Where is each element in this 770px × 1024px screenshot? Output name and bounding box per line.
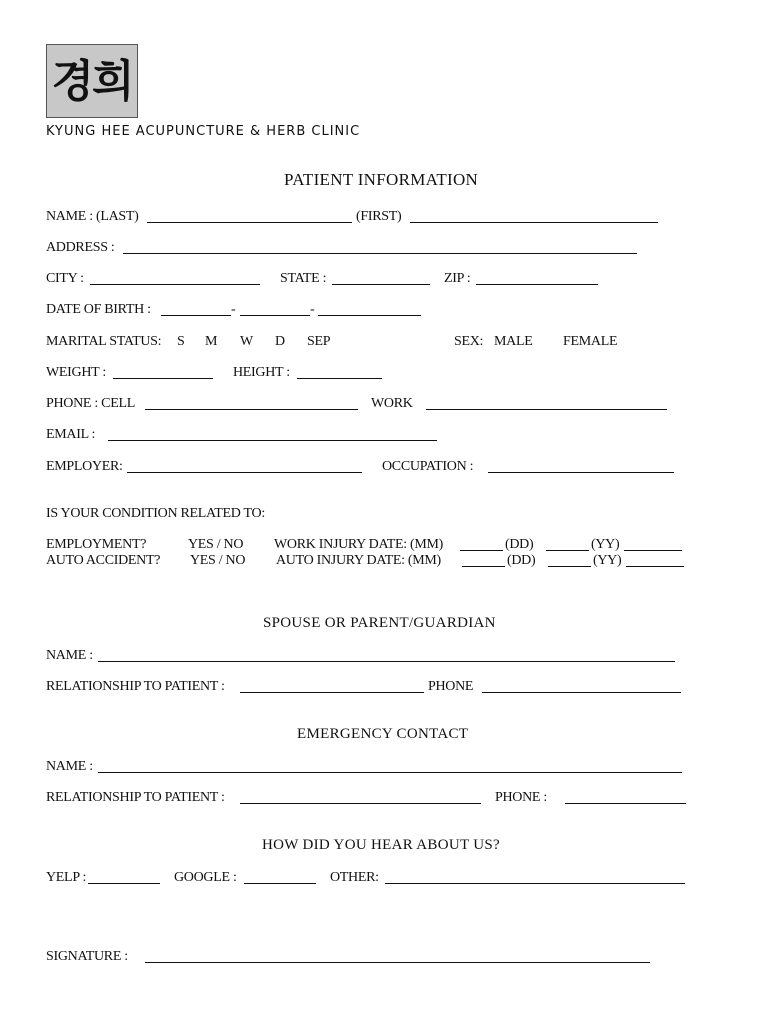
marital-option-s[interactable]: S	[177, 334, 185, 349]
marital-option-m[interactable]: M	[205, 334, 218, 349]
dob-day-field[interactable]	[240, 315, 310, 316]
auto-injury-label: AUTO INJURY DATE: (MM)	[276, 553, 441, 568]
state-label: STATE :	[280, 271, 327, 286]
auto-injury-dd-field[interactable]	[548, 566, 591, 567]
phone-work-label: WORK	[371, 396, 413, 411]
work-injury-mm-field[interactable]	[460, 550, 503, 551]
emergency-relationship-label: RELATIONSHIP TO PATIENT :	[46, 790, 225, 805]
signature-label: SIGNATURE :	[46, 949, 128, 964]
phone-cell-field[interactable]	[145, 409, 358, 410]
marital-status-label: MARITAL STATUS:	[46, 334, 162, 349]
referral-heading: HOW DID YOU HEAR ABOUT US?	[262, 837, 500, 853]
dob-year-field[interactable]	[318, 315, 421, 316]
city-field[interactable]	[90, 284, 260, 285]
marital-option-d[interactable]: D	[275, 334, 285, 349]
state-field[interactable]	[332, 284, 430, 285]
phone-work-field[interactable]	[426, 409, 667, 410]
email-label: EMAIL :	[46, 427, 96, 442]
zip-field[interactable]	[476, 284, 598, 285]
dob-separator-2: -	[310, 302, 315, 317]
work-injury-dd-label: (DD)	[505, 537, 534, 552]
auto-injury-mm-field[interactable]	[462, 566, 505, 567]
address-field[interactable]	[123, 253, 637, 254]
other-label: OTHER:	[330, 870, 379, 885]
spouse-phone-field[interactable]	[482, 692, 681, 693]
employment-label: EMPLOYMENT?	[46, 537, 147, 552]
emergency-relationship-field[interactable]	[240, 803, 481, 804]
dob-separator-1: -	[231, 302, 236, 317]
address-label: ADDRESS :	[46, 240, 115, 255]
spouse-name-field[interactable]	[98, 661, 675, 662]
google-label: GOOGLE :	[174, 870, 237, 885]
height-field[interactable]	[297, 378, 382, 379]
form-title: PATIENT INFORMATION	[284, 170, 479, 189]
condition-heading: IS YOUR CONDITION RELATED TO:	[46, 506, 265, 521]
emergency-name-field[interactable]	[98, 772, 682, 773]
employer-label: EMPLOYER:	[46, 459, 123, 474]
clinic-name: KYUNG HEE ACUPUNCTURE & HERB CLINIC	[46, 124, 361, 139]
spouse-name-label: NAME :	[46, 648, 93, 663]
google-field[interactable]	[244, 883, 316, 884]
name-last-label: NAME : (LAST)	[46, 209, 139, 224]
dob-label: DATE OF BIRTH :	[46, 302, 151, 317]
name-last-field[interactable]	[147, 222, 352, 223]
occupation-field[interactable]	[488, 472, 674, 473]
emergency-name-label: NAME :	[46, 759, 93, 774]
emergency-phone-label: PHONE :	[495, 790, 547, 805]
occupation-label: OCCUPATION :	[382, 459, 474, 474]
spouse-relationship-field[interactable]	[240, 692, 424, 693]
auto-accident-label: AUTO ACCIDENT?	[46, 553, 161, 568]
signature-field[interactable]	[145, 962, 650, 963]
auto-injury-yy-label: (YY)	[593, 553, 622, 568]
sex-label: SEX:	[454, 334, 484, 349]
spouse-heading: SPOUSE OR PARENT/GUARDIAN	[263, 615, 496, 631]
weight-field[interactable]	[113, 378, 213, 379]
name-first-field[interactable]	[410, 222, 658, 223]
dob-month-field[interactable]	[161, 315, 231, 316]
marital-option-sep[interactable]: SEP	[307, 334, 331, 349]
work-injury-yy-field[interactable]	[624, 550, 682, 551]
spouse-relationship-label: RELATIONSHIP TO PATIENT :	[46, 679, 225, 694]
spouse-phone-label: PHONE	[428, 679, 474, 694]
name-first-label: (FIRST)	[356, 209, 402, 224]
emergency-phone-field[interactable]	[565, 803, 686, 804]
zip-label: ZIP :	[444, 271, 471, 286]
sex-option-female[interactable]: FEMALE	[563, 334, 618, 349]
employment-yes-no[interactable]: YES / NO	[188, 537, 244, 552]
emergency-heading: EMERGENCY CONTACT	[297, 726, 469, 742]
other-field[interactable]	[385, 883, 685, 884]
work-injury-label: WORK INJURY DATE: (MM)	[274, 537, 444, 552]
yelp-field[interactable]	[88, 883, 160, 884]
height-label: HEIGHT :	[233, 365, 290, 380]
weight-label: WEIGHT :	[46, 365, 106, 380]
auto-injury-dd-label: (DD)	[507, 553, 536, 568]
sex-option-male[interactable]: MALE	[494, 334, 533, 349]
work-injury-yy-label: (YY)	[591, 537, 620, 552]
city-label: CITY :	[46, 271, 84, 286]
employer-field[interactable]	[127, 472, 362, 473]
phone-cell-label: PHONE : CELL	[46, 396, 135, 411]
auto-injury-yy-field[interactable]	[626, 566, 684, 567]
marital-option-w[interactable]: W	[240, 334, 253, 349]
yelp-label: YELP :	[46, 870, 87, 885]
logo-text: 경희	[51, 56, 133, 107]
auto-accident-yes-no[interactable]: YES / NO	[190, 553, 246, 568]
work-injury-dd-field[interactable]	[546, 550, 589, 551]
email-field[interactable]	[108, 440, 437, 441]
clinic-logo	[46, 44, 138, 118]
